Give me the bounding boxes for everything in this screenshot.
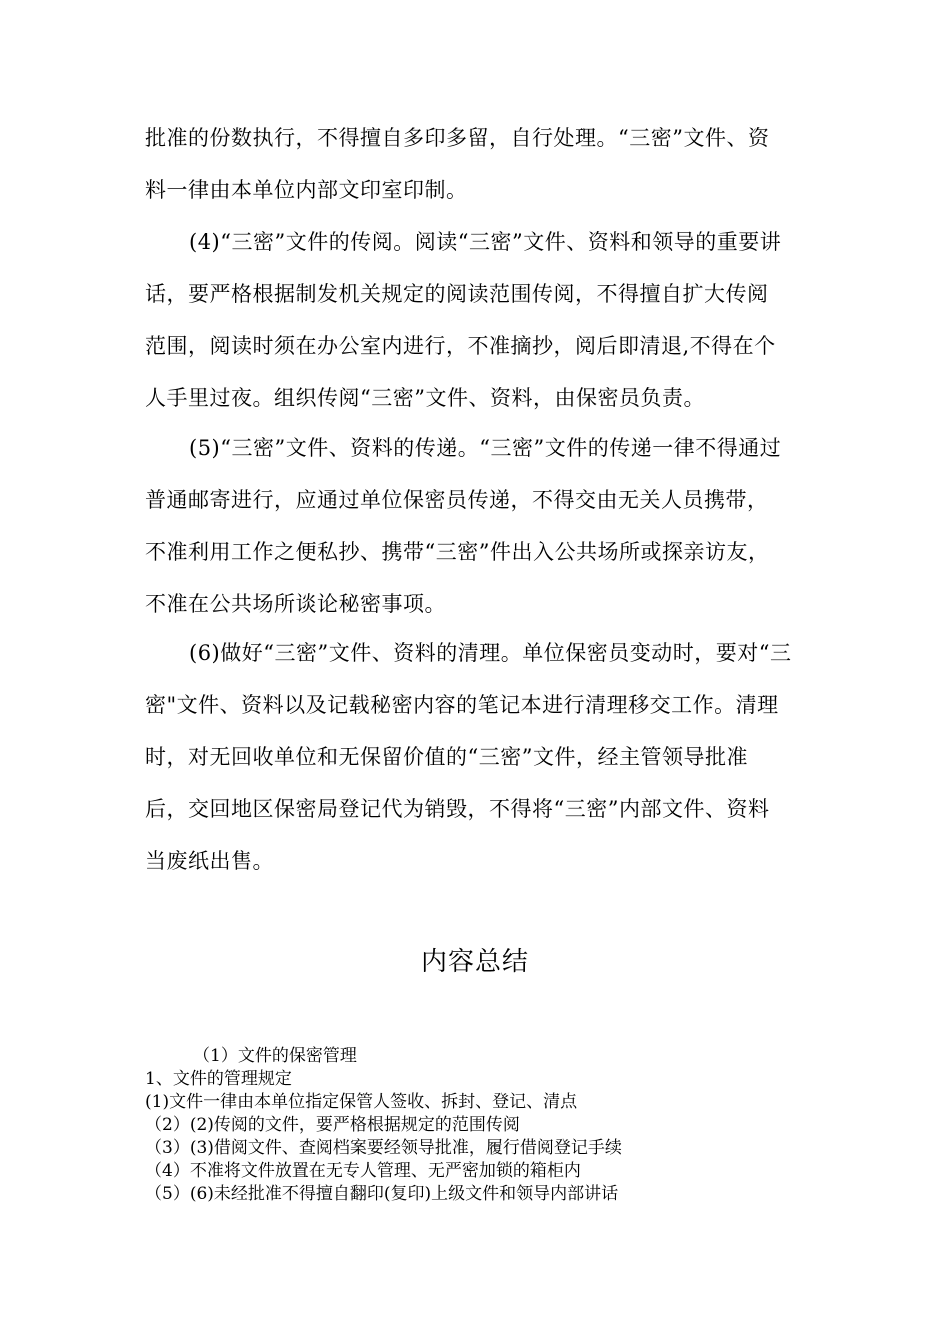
paragraph-line: 不准利用工作之便私抄、携带“三密”件出入公共场所或探亲访友， [145,540,770,564]
summary-item: （2）(2)传阅的文件，要严格根据规定的范围传阅 [145,1115,520,1135]
paragraph-line: (4)“三密”文件的传阅。阅读“三密”文件、资料和领导的重要讲 [189,230,782,254]
summary-list [145,1045,825,1206]
paragraph-6-cleanup [145,627,825,887]
summary-item: （1）文件的保密管理 [193,1046,357,1066]
paragraph-line: 范围，阅读时须在办公室内进行，不准摘抄，阅后即清退,不得在个 [145,334,776,358]
summary-item: （4）不准将文件放置在无专人管理、无严密加锁的箱柜内 [145,1161,581,1181]
paragraph-line: 当废纸出售。 [145,849,274,873]
paragraph-line: 话，要严格根据制发机关规定的阅读范围传阅，不得擅自扩大传阅 [145,282,769,306]
paragraph-line: 后，交回地区保密局登记代为销毁，不得将“三密”内部文件、资料 [145,797,770,821]
summary-item: (1)文件一律由本单位指定保管人签收、拆封、登记、清点 [145,1092,578,1112]
summary-item: （3）(3)借阅文件、查阅档案要经领导批准，履行借阅登记手续 [145,1138,622,1158]
summary-item: （5）(6)未经批准不得擅自翻印(复印)上级文件和领导内部讲话 [145,1184,619,1204]
paragraph-line: 普通邮寄进行，应通过单位保密员传递，不得交由无关人员携带， [145,488,769,512]
paragraph-line: (5)“三密”文件、资料的传递。“三密”文件的传递一律不得通过 [189,436,782,460]
paragraph-continuation [145,112,825,216]
paragraph-line: 时，对无回收单位和无保留价值的“三密”文件，经主管领导批准 [145,745,748,769]
paragraph-line: 人手里过夜。组织传阅“三密”文件、资料，由保密员负责。 [145,386,705,410]
summary-title: 内容总结 [420,947,529,977]
paragraph-line: 批准的份数执行，不得擅自多印多留，自行处理。“三密”文件、资 [145,126,770,150]
paragraph-line: 不准在公共场所谈论秘密事项。 [145,592,446,616]
paragraph-5-delivery [145,422,825,630]
paragraph-line: 密"文件、资料以及记载秘密内容的笔记本进行清理移交工作。清理 [145,693,779,717]
paragraph-4-circulation [145,216,825,424]
paragraph-line: (6)做好“三密”文件、资料的清理。单位保密员变动时，要对“三 [189,641,792,665]
paragraph-line: 料一律由本单位内部文印室印制。 [145,178,468,202]
summary-item: 1、文件的管理规定 [145,1069,292,1089]
